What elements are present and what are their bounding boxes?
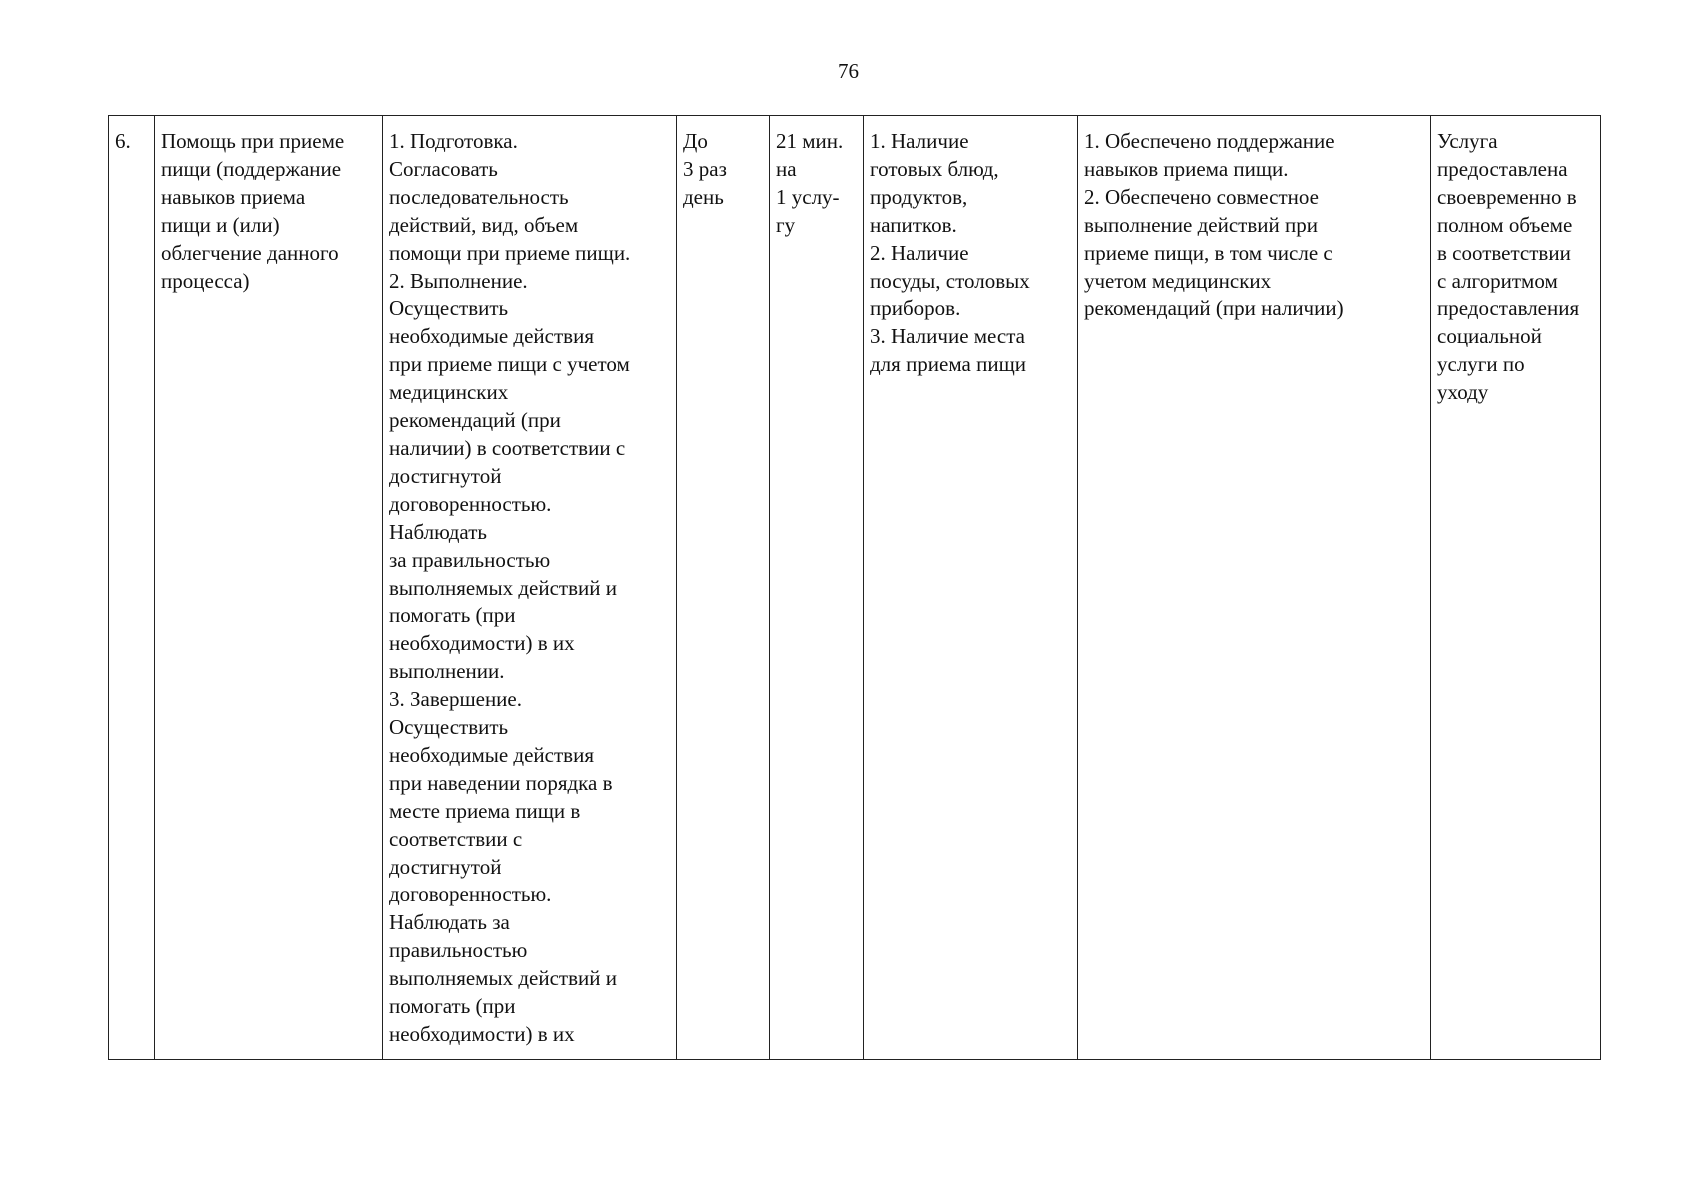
row-number-cell: 6. [109, 116, 155, 1060]
service-conditions-cell: 1. Наличие готовых блюд, продуктов, напитков. 2. Наличие посуды, столовых приборов. 3. Наличие места для приема пищи [864, 116, 1078, 1060]
service-quality-cell: Услуга предоставлена своевременно в полном объеме в соответствии с алгоритмом предоставления социальной услуги по уходу [1431, 116, 1601, 1060]
service-results-cell: 1. Обеспечено поддержание навыков приема пищи. 2. Обеспечено совместное выполнение действий при приеме пищи, в том числе с учетом медицинских рекомендаций (при наличии) [1078, 116, 1431, 1060]
table-row [109, 116, 1601, 1060]
page-number: 76 [838, 59, 859, 83]
service-duration-cell: 21 мин. на 1 услу- гу [770, 116, 864, 1060]
service-name-cell: Помощь при приеме пищи (поддержание навыков приема пищи и (или) облегчение данного процесса) [155, 116, 383, 1060]
service-standards-table [108, 115, 1601, 1060]
service-description-cell: 1. Подготовка. Согласовать последовательность действий, вид, объем помощи при приеме пищи. 2. Выполнение. Осуществить необходимые действия при приеме пищи с учетом медицинских рекомендаций (при наличии) в соответствии с достигнутой договоренностью. Наблюдать за правильностью выполняемых действий и помогать (при необходимости) в их выполнении. 3. Завершение. Осуществить необходимые действия при наведении порядка в месте приема пищи в соответствии с достигнутой договоренностью. Наблюдать за правильностью выполняемых действий и помогать (при необходимости) в их [383, 116, 677, 1060]
service-frequency-cell: До 3 раз день [677, 116, 770, 1060]
